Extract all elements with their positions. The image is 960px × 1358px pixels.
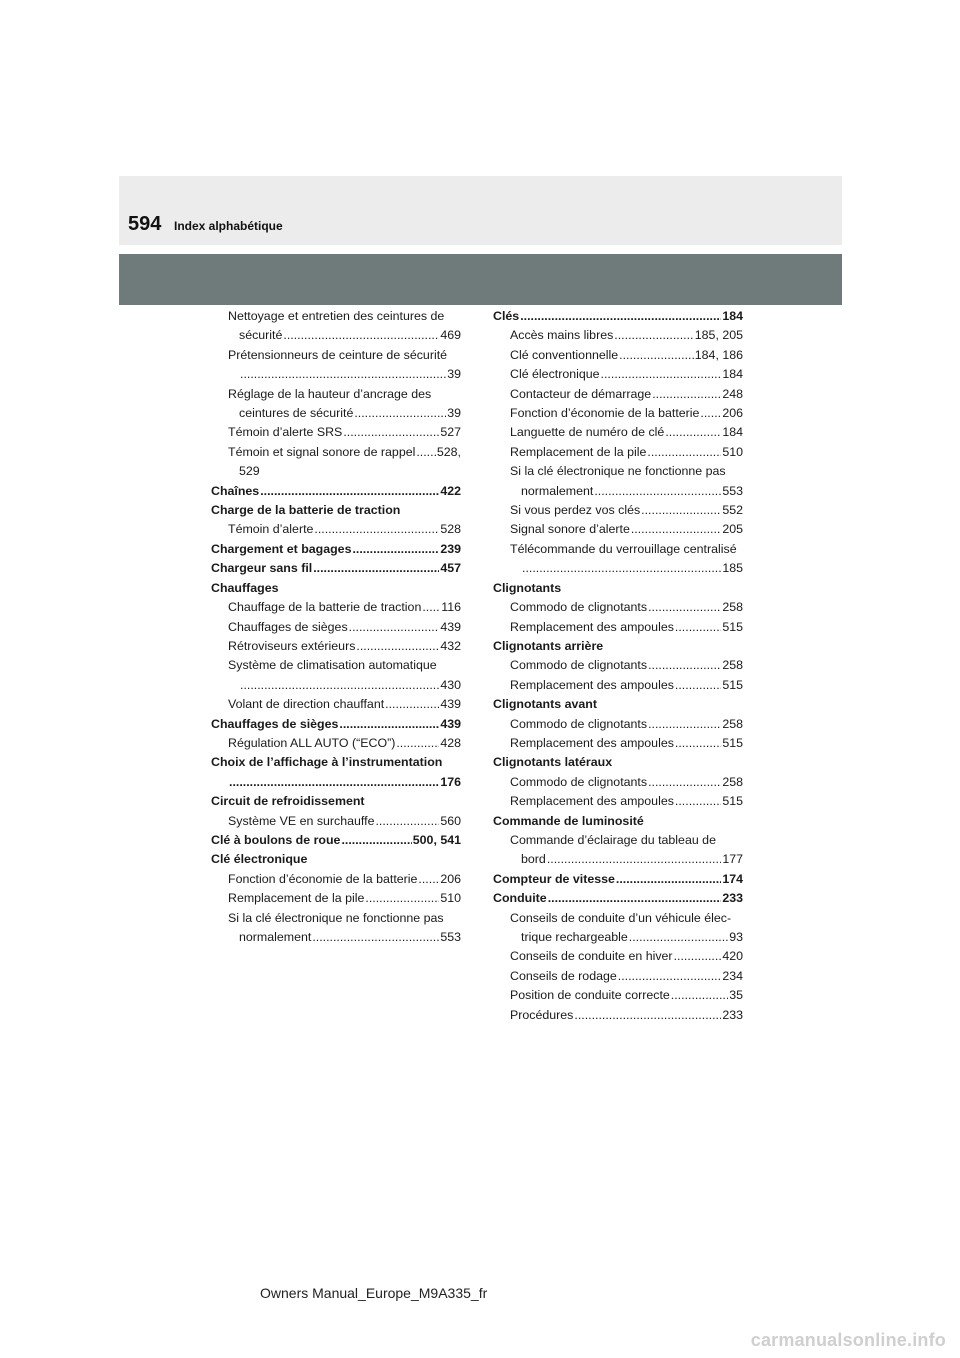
index-entry [211,579,461,598]
index-entry [211,792,461,811]
index-entry-text: bord [521,852,546,867]
index-entry-text: normalement [521,483,594,498]
index-entry [493,734,743,753]
index-entry [211,850,461,869]
index-entry-text: sécurité [239,328,283,343]
index-entry-page: 206 [722,406,743,421]
index-entry-text: 529 [239,464,260,479]
index-entry-page: 258 [722,658,743,673]
dot-leader [648,598,721,617]
index-entry-text: Témoin d’alerte SRS [228,425,343,440]
index-entry [211,676,461,695]
index-entry-page: 39 [447,367,461,382]
index-entry-page: 528 [440,522,461,537]
index-entry-text: Remplacement de la pile [228,891,365,906]
index-entry-page: 552 [722,503,743,518]
index-entry-text: Charge de la batterie de traction [211,503,401,518]
index-entry [493,520,743,539]
index-entry-page: 177 [722,852,743,867]
index-entry-text: Choix de l’affichage à l’instrumentation [211,755,443,770]
dot-leader [648,715,721,734]
index-entry-page: 258 [722,774,743,789]
dot-leader [616,870,721,889]
dot-leader [675,734,721,753]
index-entry-page: 469 [440,328,461,343]
dot-leader [416,443,436,462]
index-entry-text: Remplacement de la pile [510,444,647,459]
index-entry [493,326,743,345]
index-entry-text: trique rechargeable [521,930,628,944]
dot-leader [671,986,728,1005]
dot-leader [619,346,694,365]
index-entry-text: Remplacement des ampoules [510,677,674,692]
index-entry [211,889,461,908]
index-entry-page: 233 [722,891,743,906]
index-entry-page: 234 [722,968,743,983]
index-entry [493,715,743,734]
header-band [119,176,842,245]
index-entry [211,695,461,714]
index-entry [211,598,461,617]
index-entry-text: Fonction d’économie de la batterie [228,871,418,886]
dot-leader [547,850,722,869]
dot-leader [665,423,721,442]
dot-leader [522,559,721,578]
index-entry-page: 184 [722,309,743,323]
index-entry-text: Commande de luminosité [493,813,644,828]
index-entry-text: Conduite [493,891,547,906]
index-entry-page: 432 [440,638,461,653]
index-entry [493,909,743,928]
index-entry [493,986,743,1005]
index-entry-text: Languette de numéro de clé [510,425,665,440]
index-entry-page: 515 [722,794,743,809]
index-entry-text: Chauffages de sièges [211,716,339,731]
section-title: Index alphabétique [174,219,283,233]
index-entry-page: 553 [440,930,461,944]
index-entry-text: Clé électronique [510,367,600,382]
dot-leader [354,404,446,423]
index-entry-page: 185, 205 [694,328,743,343]
index-entry-page: 439 [440,619,461,634]
dot-leader [675,676,721,695]
index-entry-text: Commodo de clignotants [510,658,648,673]
dot-leader [229,773,439,792]
index-entry-page: 420 [722,949,743,964]
index-entry-text: ceintures de sécurité [239,406,354,421]
index-entry-text: Conseils de rodage [510,968,617,983]
index-entry-text: Chauffages [211,580,279,595]
index-entry-text: Régulation ALL AUTO (“ECO”) [228,735,396,750]
index-entry-page: 553 [722,483,743,498]
index-entry-page: 527 [440,425,461,440]
index-entry-text: Fonction d’économie de la batterie [510,406,700,421]
index-entry-page: 239 [440,541,461,556]
index-entry [211,326,461,345]
index-entry-text: Clés [493,309,520,323]
index-entry-page: 206 [440,871,461,886]
index-entry-page: 510 [440,891,461,906]
index-entry-text: Chargement et bagages [211,541,352,556]
index-entry-text: Procédures [510,1007,574,1022]
index-entry-page: 205 [722,522,743,537]
dot-leader [601,365,722,384]
index-entry-text: Compteur de vitesse [493,871,615,886]
index-entry-text: Rétroviseurs extérieurs [228,638,356,653]
index-entry [493,967,743,986]
index-entry-page: 528, [436,444,461,459]
index-entry-text: Remplacement des ampoules [510,794,674,809]
index-entry [493,443,743,462]
index-entry-text: Si la clé électronique ne fonctionne pas [228,910,444,925]
index-entry-text: Conseils de conduite d’un véhicule élec- [510,910,732,925]
index-entry-page: 93 [729,930,743,944]
index-entry [211,656,461,675]
index-entry-page: 515 [722,619,743,634]
dot-leader [396,734,439,753]
dot-leader [614,326,693,345]
index-entry [211,909,461,928]
index-entry-text: Commodo de clignotants [510,716,648,731]
dot-leader [629,928,728,947]
watermark: carmanualsonline.info [750,1330,946,1350]
dot-leader [240,365,446,384]
dot-leader [339,715,439,734]
index-entry-text: Clignotants latéraux [493,755,613,770]
dot-leader [418,870,439,889]
index-entry-page: 560 [440,813,461,828]
index-entry-page: 174 [722,871,743,886]
dot-leader [341,831,411,850]
index-entry-text: Circuit de refroidissement [211,794,365,809]
index-entry [211,501,461,520]
index-entry-text: Clé électronique [211,852,308,867]
dot-leader [365,889,439,908]
index-entry-page: 422 [440,483,461,498]
index-entry-text: Clé conventionnelle [510,347,619,362]
index-entry-page: 515 [722,677,743,692]
index-entry [493,346,743,365]
index-entry-text: Clignotants arrière [493,638,604,653]
dot-leader [675,792,721,811]
index-entry [493,792,743,811]
dot-leader [647,443,721,462]
index-entry-text: Chargeur sans fil [211,561,313,576]
index-entry [211,462,461,481]
dot-leader [349,618,440,637]
index-entry-page: 233 [722,1007,743,1022]
index-entry-text: Remplacement des ampoules [510,735,674,750]
dot-leader [641,501,721,520]
index-entry [493,365,743,384]
dot-leader [674,947,722,966]
dot-leader [356,637,439,656]
index-column-left [211,307,461,947]
dot-leader [548,889,722,908]
index-entry-page: 39 [447,406,461,421]
index-entry-text: Système VE en surchauffe [228,813,375,828]
index-entry-text: Conseils de conduite en hiver [510,949,673,964]
index-entry-page: 184 [722,367,743,382]
dot-leader [574,1006,721,1025]
index-entry-text: Témoin et signal sonore de rappel [228,444,416,459]
index-entry [493,947,743,966]
index-entry-text: Télécommande du verrouillage centralisé [510,541,737,556]
index-entry [493,618,743,637]
index-entry-text: Clé à boulons de roue [211,832,341,847]
index-entry [493,812,743,831]
index-entry [493,831,743,850]
index-entry [211,482,461,501]
index-entry-page: 428 [440,735,461,750]
index-entry-page: 248 [722,386,743,401]
index-entry-page: 185 [722,561,743,576]
index-entry [211,734,461,753]
index-entry [211,928,461,947]
dot-leader [652,385,721,404]
dot-leader [675,618,721,637]
index-entry [493,889,743,908]
index-entry [211,812,461,831]
index-entry-text: Chaînes [211,483,260,498]
section-bar [119,254,842,305]
index-entry [211,385,461,404]
index-entry-text: Commande d’éclairage du tableau de [510,832,716,847]
index-entry-page: 184, 186 [694,347,743,362]
index-entry [493,928,743,947]
index-entry [493,462,743,481]
index-entry-text: Clignotants [493,580,562,595]
dot-leader [648,656,721,675]
dot-leader [422,598,440,617]
index-entry-text: Contacteur de démarrage [510,386,652,401]
index-entry-page: 116 [441,600,461,615]
index-entry-text: Chauffages de sièges [228,619,348,634]
index-entry [493,423,743,442]
index-entry [493,559,743,578]
page-number: 594 [128,213,162,235]
index-entry-page: 457 [440,561,461,576]
index-entry [211,637,461,656]
dot-leader [260,482,439,501]
index-entry [493,850,743,869]
index-entry-text: Prétensionneurs de ceinture de sécurité [228,347,448,362]
index-entry [211,346,461,365]
index-entry-text: Signal sonore d’alerte [510,522,630,537]
index-entry-page: 184 [722,425,743,440]
index-entry [493,870,743,889]
index-entry-text: Système de climatisation automatique [228,658,437,673]
index-entry-text: normalement [239,930,312,944]
dot-leader [631,520,721,539]
index-entry-page: 430 [440,677,461,692]
index-entry [211,618,461,637]
dot-leader [283,326,439,345]
index-entry-text: Commodo de clignotants [510,600,648,615]
index-entry [493,540,743,559]
dot-leader [352,540,439,559]
index-entry [493,773,743,792]
dot-leader [700,404,721,423]
dot-leader [594,482,721,501]
index-entry [493,637,743,656]
index-entry-page: 35 [729,988,743,1003]
index-entry-text: Si vous perdez vos clés [510,503,641,518]
dot-leader [385,695,439,714]
index-entry [493,695,743,714]
footer-text: Owners Manual_Europe_M9A335_fr [260,1285,488,1301]
index-entry [493,385,743,404]
dot-leader [648,773,721,792]
index-entry [211,773,461,792]
index-entry-text: Accès mains libres [510,328,614,343]
index-entry-text: Nettoyage et entretien des ceintures de [228,309,445,323]
index-entry [493,753,743,772]
index-entry-page: 439 [440,716,461,731]
index-entry [211,870,461,889]
index-entry [493,501,743,520]
index-entry [211,520,461,539]
dot-leader [343,423,439,442]
dot-leader [520,307,721,326]
dot-leader [618,967,722,986]
index-entry [493,404,743,423]
index-entry-page: 515 [722,735,743,750]
index-entry-text: Chauffage de la batterie de traction [228,600,422,615]
index-entry-page: 176 [440,774,461,789]
index-entry [211,307,461,326]
index-entry-page: 510 [722,444,743,459]
dot-leader [312,928,439,947]
index-entry [211,540,461,559]
index-entry-text: Réglage de la hauteur d’ancrage des [228,386,432,401]
index-entry-text: Volant de direction chauffant [228,697,385,712]
index-entry [211,715,461,734]
index-entry-page: 258 [722,600,743,615]
dot-leader [313,559,439,578]
index-entry [493,307,743,326]
index-entry [493,1006,743,1025]
index-entry-text: Si la clé électronique ne fonctionne pas [510,464,726,479]
dot-leader [375,812,439,831]
index-entry-page: 439 [440,697,461,712]
index-entry-page: 500, 541 [412,832,461,847]
index-entry-text: Commodo de clignotants [510,774,648,789]
index-entry [211,423,461,442]
index-entry [211,559,461,578]
index-entry [211,404,461,423]
index-entry-page: 258 [722,716,743,731]
dot-leader [314,520,439,539]
index-entry-text: Remplacement des ampoules [510,619,674,634]
index-entry-text: Clignotants avant [493,697,597,712]
index-entry [493,579,743,598]
index-entry [493,656,743,675]
index-entry-text: Position de conduite correcte [510,988,670,1003]
index-entry [493,676,743,695]
index-entry [493,482,743,501]
dot-leader [240,676,439,695]
index-entry [211,753,461,772]
index-column-right [493,307,743,1025]
index-entry-text: Témoin d’alerte [228,522,314,537]
index-entry [211,443,461,462]
index-entry [211,365,461,384]
index-entry [211,831,461,850]
index-entry [493,598,743,617]
